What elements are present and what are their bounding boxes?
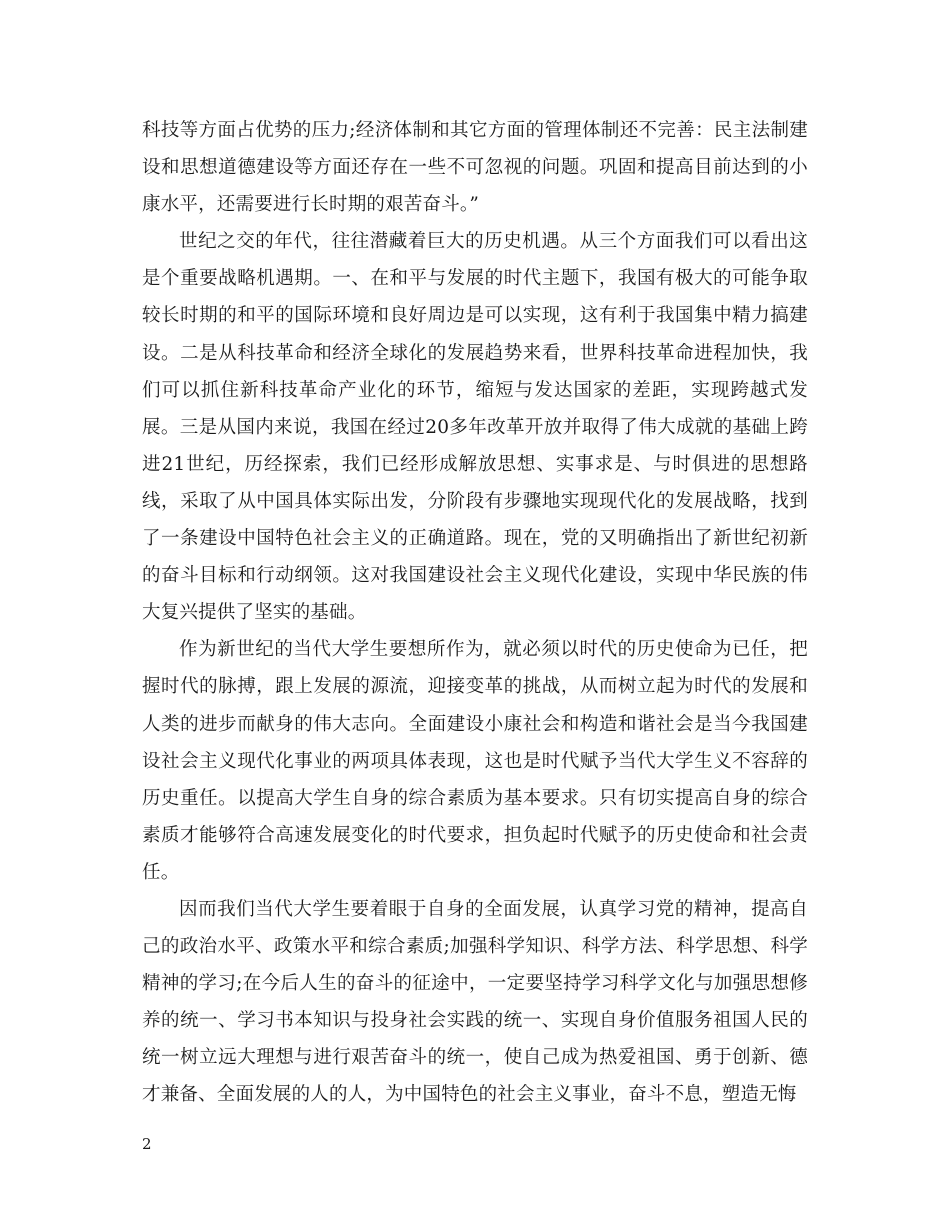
paragraph-comprehensive-development: 因而我们当代大学生要着眼于自身的全面发展，认真学习党的精神，提高自己的政治水平、政策水平和综合素质;加强科学知识、科学方法、科学思想、科学精神的学习;在今后人生的奋斗的征途中，一定要坚持学习科学文化与加强思想修养的统一、学习书本知识与投身社会实践的统一、实现自身价值服务祖国人民的统一树立远大理想与进行艰苦奋斗的统一，使自己成为热爱祖国、勇于创新、德才兼备、全面发展的人的人，为中国特色的社会主义事业，奋斗不息，塑造无悔 [142, 898, 808, 1106]
body-text [142, 112, 808, 1114]
paragraph-student-mission: 作为新世纪的当代大学生要想所作为，就必须以时代的历史使命为已任，把握时代的脉搏，跟上发展的源流，迎接变革的挑战，从而树立起为时代的发展和人类的进步而献身的伟大志向。全面建设小康社会和构造和谐社会是当今我国建设社会主义现代化事业的两项具体表现，这也是时代赋予当代大学生义不容辞的历史重任。以提高大学生自身的综合素质为基本要求。只有切实提高自身的综合素质才能够符合高速发展变化的时代要求，担负起时代赋予的历史使命和社会责任。 [142, 639, 808, 883]
paragraph-continuation: 科技等方面占优势的压力;经济体制和其它方面的管理体制还不完善：民主法制建设和思想道德建设等方面还存在一些不可忽视的问题。巩固和提高目前达到的小康水平，还需要进行长时期的艰苦奋斗。” [142, 120, 808, 216]
page-number: 2 [142, 1135, 152, 1153]
paragraph-strategic-opportunity: 世纪之交的年代，往往潜藏着巨大的历史机遇。从三个方面我们可以看出这是个重要战略机遇期。一、在和平与发展的时代主题下，我国有极大的可能争取较长时期的和平的国际环境和良好周边是可以实现，这有利于我国集中精力搞建设。二是从科技革命和经济全球化的发展趋势来看，世界科技革命进程加快，我们可以抓住新科技革命产业化的环节，缩短与发达国家的差距，实现跨越式发展。三是从国内来说，我国在经过20多年改革开放并取得了伟大成就的基础上跨进21世纪，历经探索，我们已经形成解放思想、实事求是、与时俱进的思想路线，采取了从中国具体实际出发，分阶段有步骤地实现现代化的发展战略，找到了一条建设中国特色社会主义的正确道路。现在，党的又明确指出了新世纪初新的奋斗目标和行动纲领。这对我国建设社会主义现代化建设，实现中华民族的伟大复兴提供了坚实的基础。 [142, 231, 808, 624]
